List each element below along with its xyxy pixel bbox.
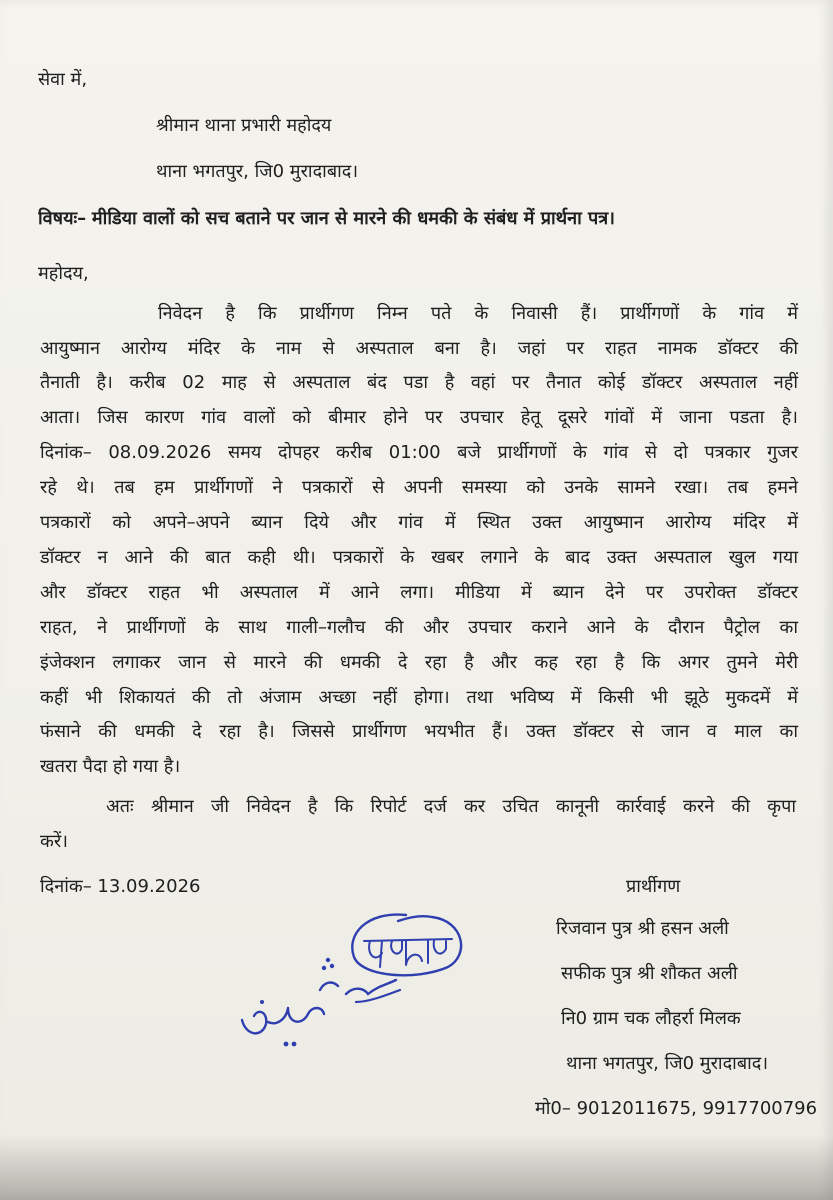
subject-line [38, 207, 778, 231]
body-line: फंसाने की धमकी दे रहा है। जिससे प्रार्थीगण भयभीत हैं। उक्त डॉक्टर से जान व माल का [40, 721, 798, 742]
subject-text: मीडिया वालों को सच बताने पर जान से मारने की धमकी के संबंध में प्रार्थना पत्र। [91, 208, 616, 229]
body-line: दिनांक– 08.09.2026 समय दोपहर करीब 01:00 बजे प्रार्थीगणों के गांव से दो पत्रकार गुजर [40, 442, 798, 463]
body-line: निवेदन है कि प्रार्थीगण निम्न पते के निवासी हैं। प्रार्थीगणों के गांव में [158, 303, 798, 324]
address-village: नि0 ग्राम चक लौहर्रा मिलक [561, 1008, 741, 1029]
subject-label: विषयः– [38, 208, 87, 229]
photo-shadow [0, 1135, 833, 1200]
recipient-title: श्रीमान थाना प्रभारी महोदय [156, 115, 332, 136]
signature-shafeeq [228, 950, 428, 1060]
recipient-address: थाना भगतपुर, जि0 मुरादाबाद। [156, 161, 359, 182]
body-line: खतरा पैदा हो गया है। [40, 756, 181, 777]
body-line: राहत, ने प्रार्थीगणों के साथ गाली–गलौच की और उपचार कराने आने के दौरान पैट्रोल का [40, 617, 798, 638]
request-line: अतः श्रीमान जी निवेदन है कि रिपोर्ट दर्ज कर उचित कानूनी कार्रवाई करने की कृपा [106, 796, 796, 817]
body-line: आयुष्मान आरोग्य मंदिर के नाम से अस्पताल बना है। जहां पर राहत नामक डॉक्टर की [40, 338, 798, 359]
applicants-heading: प्रार्थीगण [626, 876, 681, 897]
salutation-to: सेवा में, [38, 69, 88, 90]
body-line: तैनाती है। करीब 02 माह से अस्पताल बंद पडा है वहां पर तैनात कोई डॉक्टर अस्पताल नहीं [40, 372, 798, 393]
mobile-numbers: मो0– 9012011675, 9917700796 [535, 1098, 818, 1119]
body-line: डॉक्टर न आने की बात कही थी। पत्रकारों के खबर लगाने के बाद उक्त अस्पताल खुल गया [40, 547, 798, 568]
body-line: और डॉक्टर राहत भी अस्पताल में आने लगा। मीडिया में ब्यान देने पर उपरोक्त डॉक्टर [40, 582, 798, 603]
request-line-end: करें। [40, 831, 69, 852]
body-line: आता। जिस कारण गांव वालों को बीमार होने पर उपचार हेतू दूसरे गांवों में जाना पडता है। [40, 407, 798, 428]
body-line: कहीं भी शिकायतं की तो अंजाम अच्छा नहीं होगा। तथा भविष्य में किसी भी झूठे मुकदमें में [40, 687, 798, 708]
body-line: पत्रकारों को अपने–अपने ब्यान दिये और गांव में स्थित उक्त आयुष्मान आरोग्य मंदिर में [40, 512, 798, 533]
address-police-station: थाना भगतपुर, जि0 मुरादाबाद। [566, 1053, 769, 1074]
applicant-1: रिजवान पुत्र श्री हसन अली [556, 918, 729, 939]
body-line: रहे थे। तब हम प्रार्थीगणों ने पत्रकारों से अपनी समस्या को उनके सामने रखा। तब हमने [40, 477, 798, 498]
applicant-2: सफीक पुत्र श्री शौकत अली [561, 963, 738, 984]
body-line: इंजेक्शन लगाकर जान से मारने की धमकी दे रहा है और कह रहा है कि अगर तुमने मेरी [40, 652, 798, 673]
greeting: महोदय, [38, 263, 89, 284]
date-line: दिनांक– 13.09.2026 [40, 876, 201, 897]
